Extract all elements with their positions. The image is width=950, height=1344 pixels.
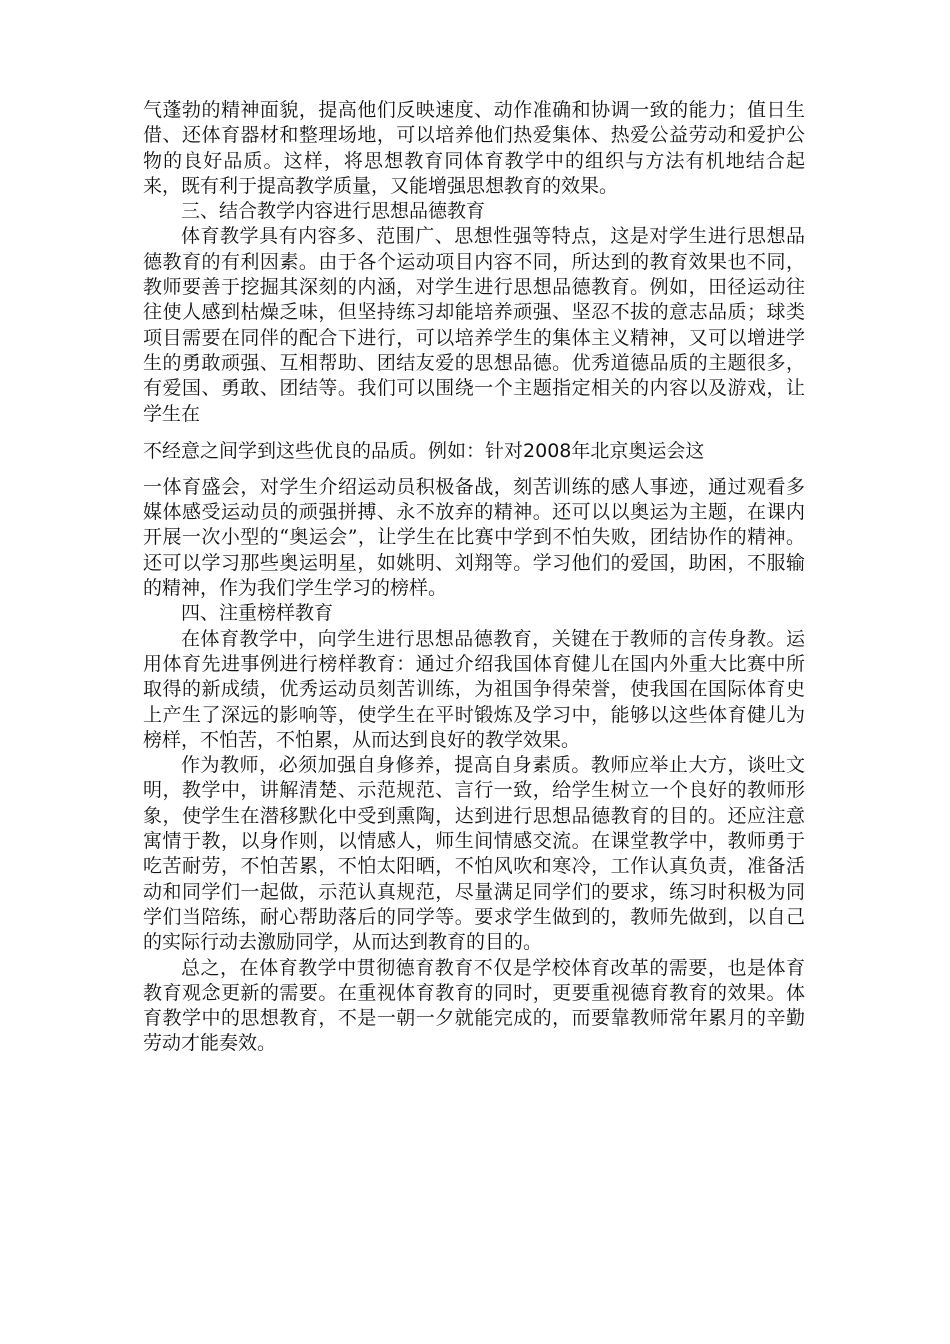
- section-heading-4: 四、注重榜样教育: [181, 602, 334, 625]
- paragraph-teacher: 作为教师，必须加强自身修养，提高自身素质。教师应举止大方，谈吐文明，教学中，讲解清楚、示范规范、言行一致，给学生树立一个良好的教师形象，使学生在潜移默化中受到熏陶，达到进行思想品德教育的目的。还应注意寓情于教，以身作则，以情感人，师生间情感交流。在课堂教学中，教师勇于吃苦耐劳，不怕苦累，不怕太阳晒，不怕风吹和寒冷，工作认真负责，准备活动和同学们一起做，示范认真规范，尽量满足同学们的要求，练习时积极为同学们当陪练，耐心帮助落后的同学等。要求学生做到的，教师先做到，以自己的实际行动去激励同学，从而达到教育的目的。: [143, 754, 805, 954]
- paragraph-olympics-line: [143, 427, 805, 475]
- paragraph-role-model: 在体育教学中，向学生进行思想品德教育，关键在于教师的言传身教。运用体育先进事例进行榜样教育：通过介绍我国体育健儿在国内外重大比赛中所取得的新成绩，优秀运动员刻苦训练，为祖国争得荣誉，使我国在国际体育史上产生了深远的影响等，使学生在平时锻炼及学习中，能够以这些体育健儿为榜样，不怕苦，不怕累，从而达到良好的教学效果。: [143, 627, 805, 751]
- olympics-text-a: 不经意之间学到这些优良的品质。例如：针对: [143, 439, 524, 462]
- paragraph-conclusion: 总之，在体育教学中贯彻德育教育不仅是学校体育改革的需要，也是体育教育观念更新的需要。在重视体育教育的同时，更要重视德育教育的效果。体育教学中的思想教育，不是一朝一夕就能完成的，而要靠教师常年累月的辛勤劳动才能奏效。: [143, 956, 805, 1055]
- olympics-year: 2008: [523, 439, 572, 462]
- paragraph-content-education: 体育教学具有内容多、范围广、思想性强等特点，这是对学生进行思想品德教育的有利因素。由于各个运动项目内容不同，所达到的教育效果也不同，教师要善于挖掘其深刻的内涵，对学生进行思想品德教育。例如，田径运动往往使人感到枯燥乏味，但坚持练习却能培养顽强、坚忍不拔的意志品质；球类项目需要在同伴的配合下进行，可以培养学生的集体主义精神，又可以增进学生的勇敢顽强、互相帮助、团结友爱的思想品德。优秀道德品质的主题很多，有爱国、勇敢、团结等。我们可以围绕一个主题指定相关的内容以及游戏，让学生在: [143, 225, 805, 425]
- section-heading-3: 三、结合教学内容进行思想品德教育: [181, 200, 486, 223]
- paragraph-continuation: 气蓬勃的精神面貌，提高他们反映速度、动作准确和协调一致的能力；值日生借、还体育器材和整理场地，可以培养他们热爱集体、热爱公益劳动和爱护公物的良好品质。这样，将思想教育同体育教学中的组织与方法有机地结合起来，既有利于提高教学质量，又能增强思想教育的效果。: [143, 99, 805, 197]
- paragraph-olympics-cont: 一体育盛会，对学生介绍运动员积极备战，刻苦训练的感人事迹，通过观看多媒体感受运动员的顽强拼搏、永不放弃的精神。还可以以奥运为主题，在课内开展一次小型的“奥运会”，让学生在比赛中学到不怕失败，团结协作的精神。还可以学习那些奥运明星，如姚明、刘翔等。学习他们的爱国，助困，不服输的精神，作为我们学生学习的榜样。: [143, 475, 805, 600]
- olympics-text-b: 年北京奥运会这: [571, 439, 705, 462]
- document-page: [143, 98, 805, 1057]
